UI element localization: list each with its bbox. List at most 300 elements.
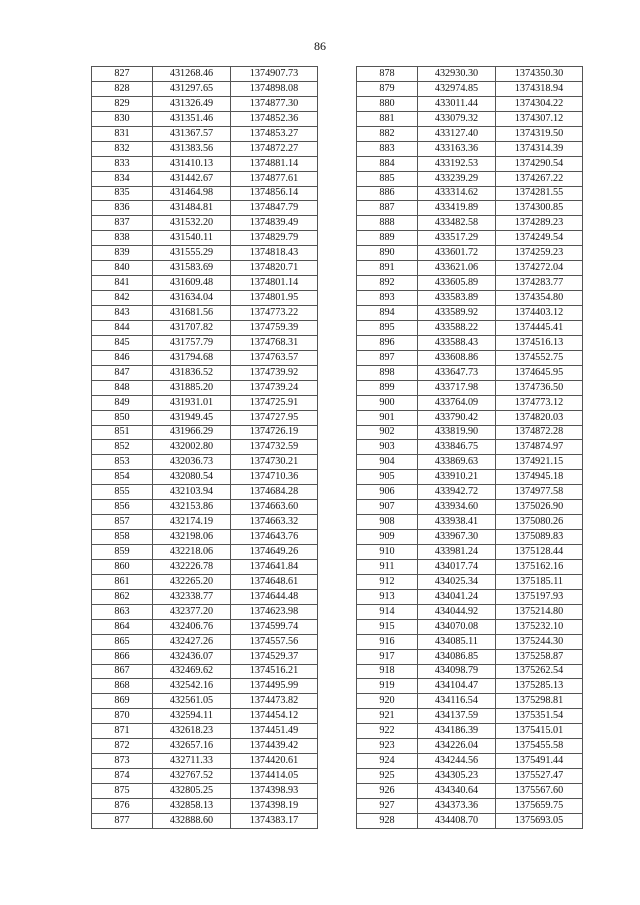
x-coordinate-cell: 434041.24 <box>418 589 496 604</box>
table-row <box>357 515 583 530</box>
y-coordinate-cell: 1374414.05 <box>231 769 318 784</box>
point-number-cell: 867 <box>92 664 153 679</box>
table-row <box>357 231 583 246</box>
y-coordinate-cell: 1374249.54 <box>496 231 583 246</box>
y-coordinate-cell: 1374272.04 <box>496 261 583 276</box>
table-row <box>92 634 318 649</box>
x-coordinate-cell: 432218.06 <box>153 545 231 560</box>
x-coordinate-cell: 432888.60 <box>153 813 231 828</box>
y-coordinate-cell: 1374829.79 <box>231 231 318 246</box>
table-row <box>92 679 318 694</box>
point-number-cell: 871 <box>92 724 153 739</box>
x-coordinate-cell: 433589.92 <box>418 306 496 321</box>
x-coordinate-cell: 433482.58 <box>418 216 496 231</box>
y-coordinate-cell: 1374495.99 <box>231 679 318 694</box>
x-coordinate-cell: 432377.20 <box>153 604 231 619</box>
y-coordinate-cell: 1374839.49 <box>231 216 318 231</box>
x-coordinate-cell: 432265.20 <box>153 574 231 589</box>
x-coordinate-cell: 431885.20 <box>153 380 231 395</box>
x-coordinate-cell: 434137.59 <box>418 709 496 724</box>
y-coordinate-cell: 1374319.50 <box>496 126 583 141</box>
y-coordinate-cell: 1375527.47 <box>496 769 583 784</box>
point-number-cell: 830 <box>92 111 153 126</box>
point-number-cell: 844 <box>92 320 153 335</box>
table-row <box>92 724 318 739</box>
x-coordinate-cell: 431383.56 <box>153 141 231 156</box>
point-number-cell: 896 <box>357 335 418 350</box>
y-coordinate-cell: 1374314.39 <box>496 141 583 156</box>
x-coordinate-cell: 431609.48 <box>153 276 231 291</box>
x-coordinate-cell: 432436.07 <box>153 649 231 664</box>
y-coordinate-cell: 1374801.14 <box>231 276 318 291</box>
x-coordinate-cell: 434373.36 <box>418 798 496 813</box>
point-number-cell: 910 <box>357 545 418 560</box>
page-number: 86 <box>314 39 326 53</box>
table-row <box>357 440 583 455</box>
x-coordinate-cell: 433605.89 <box>418 276 496 291</box>
y-coordinate-cell: 1374768.31 <box>231 335 318 350</box>
table-row <box>357 410 583 425</box>
point-number-cell: 839 <box>92 246 153 261</box>
y-coordinate-cell: 1374877.61 <box>231 171 318 186</box>
x-coordinate-cell: 433934.60 <box>418 500 496 515</box>
y-coordinate-cell: 1374552.75 <box>496 350 583 365</box>
x-coordinate-cell: 432036.73 <box>153 455 231 470</box>
y-coordinate-cell: 1374350.30 <box>496 67 583 82</box>
point-number-cell: 899 <box>357 380 418 395</box>
y-coordinate-cell: 1374730.21 <box>231 455 318 470</box>
table-row <box>92 440 318 455</box>
table-row <box>357 724 583 739</box>
table-row <box>92 754 318 769</box>
x-coordinate-cell: 434044.92 <box>418 604 496 619</box>
x-coordinate-cell: 431931.01 <box>153 395 231 410</box>
point-number-cell: 906 <box>357 485 418 500</box>
y-coordinate-cell: 1374663.32 <box>231 515 318 530</box>
table-row <box>357 784 583 799</box>
x-coordinate-cell: 433127.40 <box>418 126 496 141</box>
point-number-cell: 872 <box>92 739 153 754</box>
x-coordinate-cell: 434104.47 <box>418 679 496 694</box>
y-coordinate-cell: 1374473.82 <box>231 694 318 709</box>
x-coordinate-cell: 431836.52 <box>153 365 231 380</box>
y-coordinate-cell: 1374354.80 <box>496 291 583 306</box>
table-row <box>357 291 583 306</box>
table-row <box>92 664 318 679</box>
table-row <box>357 500 583 515</box>
x-coordinate-cell: 434116.54 <box>418 694 496 709</box>
x-coordinate-cell: 433938.41 <box>418 515 496 530</box>
y-coordinate-cell: 1374872.28 <box>496 425 583 440</box>
y-coordinate-cell: 1374398.93 <box>231 784 318 799</box>
y-coordinate-cell: 1374874.97 <box>496 440 583 455</box>
y-coordinate-cell: 1374445.41 <box>496 320 583 335</box>
x-coordinate-cell: 433910.21 <box>418 470 496 485</box>
coordinates-table-right <box>356 66 583 829</box>
y-coordinate-cell: 1374649.26 <box>231 545 318 560</box>
table-row <box>357 545 583 560</box>
table-row <box>357 589 583 604</box>
table-row <box>92 604 318 619</box>
y-coordinate-cell: 1374877.30 <box>231 96 318 111</box>
y-coordinate-cell: 1375455.58 <box>496 739 583 754</box>
table-row <box>357 664 583 679</box>
point-number-cell: 831 <box>92 126 153 141</box>
x-coordinate-cell: 431410.13 <box>153 156 231 171</box>
x-coordinate-cell: 433011.44 <box>418 96 496 111</box>
x-coordinate-cell: 434305.23 <box>418 769 496 784</box>
x-coordinate-cell: 433588.43 <box>418 335 496 350</box>
table-row <box>357 111 583 126</box>
x-coordinate-cell: 432711.33 <box>153 754 231 769</box>
y-coordinate-cell: 1375258.87 <box>496 649 583 664</box>
x-coordinate-cell: 431326.49 <box>153 96 231 111</box>
y-coordinate-cell: 1375089.83 <box>496 530 583 545</box>
y-coordinate-cell: 1374307.12 <box>496 111 583 126</box>
x-coordinate-cell: 434085.11 <box>418 634 496 649</box>
x-coordinate-cell: 433621.06 <box>418 261 496 276</box>
y-coordinate-cell: 1374739.92 <box>231 365 318 380</box>
y-coordinate-cell: 1374641.84 <box>231 559 318 574</box>
point-number-cell: 909 <box>357 530 418 545</box>
x-coordinate-cell: 433239.29 <box>418 171 496 186</box>
table-row <box>92 545 318 560</box>
table-row <box>92 784 318 799</box>
y-coordinate-cell: 1375285.13 <box>496 679 583 694</box>
point-number-cell: 920 <box>357 694 418 709</box>
point-number-cell: 926 <box>357 784 418 799</box>
table-row <box>357 96 583 111</box>
table-row <box>357 739 583 754</box>
y-coordinate-cell: 1374439.42 <box>231 739 318 754</box>
point-number-cell: 864 <box>92 619 153 634</box>
y-coordinate-cell: 1374644.48 <box>231 589 318 604</box>
y-coordinate-cell: 1374304.22 <box>496 96 583 111</box>
point-number-cell: 862 <box>92 589 153 604</box>
x-coordinate-cell: 433601.72 <box>418 246 496 261</box>
table-row <box>92 395 318 410</box>
y-coordinate-cell: 1375659.75 <box>496 798 583 813</box>
point-number-cell: 927 <box>357 798 418 813</box>
table-row <box>92 156 318 171</box>
y-coordinate-cell: 1374516.13 <box>496 335 583 350</box>
y-coordinate-cell: 1375298.81 <box>496 694 583 709</box>
point-number-cell: 836 <box>92 201 153 216</box>
point-number-cell: 921 <box>357 709 418 724</box>
point-number-cell: 877 <box>92 813 153 828</box>
x-coordinate-cell: 433981.24 <box>418 545 496 560</box>
table-row <box>92 246 318 261</box>
x-coordinate-cell: 434070.08 <box>418 619 496 634</box>
x-coordinate-cell: 432226.78 <box>153 559 231 574</box>
x-coordinate-cell: 432930.30 <box>418 67 496 82</box>
table-row <box>92 96 318 111</box>
x-coordinate-cell: 433588.22 <box>418 320 496 335</box>
point-number-cell: 916 <box>357 634 418 649</box>
x-coordinate-cell: 434244.56 <box>418 754 496 769</box>
point-number-cell: 843 <box>92 306 153 321</box>
x-coordinate-cell: 433517.29 <box>418 231 496 246</box>
point-number-cell: 835 <box>92 186 153 201</box>
y-coordinate-cell: 1374599.74 <box>231 619 318 634</box>
table-row <box>357 485 583 500</box>
table-row <box>357 201 583 216</box>
x-coordinate-cell: 432198.06 <box>153 530 231 545</box>
x-coordinate-cell: 433717.98 <box>418 380 496 395</box>
y-coordinate-cell: 1375351.54 <box>496 709 583 724</box>
table-row <box>92 276 318 291</box>
point-number-cell: 917 <box>357 649 418 664</box>
coordinates-table-left <box>91 66 318 829</box>
point-number-cell: 846 <box>92 350 153 365</box>
x-coordinate-cell: 432153.86 <box>153 500 231 515</box>
table-row <box>92 649 318 664</box>
x-coordinate-cell: 432469.62 <box>153 664 231 679</box>
point-number-cell: 885 <box>357 171 418 186</box>
table-row <box>357 470 583 485</box>
y-coordinate-cell: 1374557.56 <box>231 634 318 649</box>
y-coordinate-cell: 1375162.16 <box>496 559 583 574</box>
y-coordinate-cell: 1374725.91 <box>231 395 318 410</box>
x-coordinate-cell: 432618.23 <box>153 724 231 739</box>
y-coordinate-cell: 1374736.50 <box>496 380 583 395</box>
x-coordinate-cell: 432561.05 <box>153 694 231 709</box>
y-coordinate-cell: 1374945.18 <box>496 470 583 485</box>
point-number-cell: 838 <box>92 231 153 246</box>
table-row <box>92 470 318 485</box>
table-row <box>357 530 583 545</box>
y-coordinate-cell: 1374853.27 <box>231 126 318 141</box>
y-coordinate-cell: 1374847.79 <box>231 201 318 216</box>
table-row <box>92 530 318 545</box>
table-row <box>357 81 583 96</box>
table-row <box>357 694 583 709</box>
point-number-cell: 911 <box>357 559 418 574</box>
x-coordinate-cell: 431351.46 <box>153 111 231 126</box>
y-coordinate-cell: 1375491.44 <box>496 754 583 769</box>
y-coordinate-cell: 1374283.77 <box>496 276 583 291</box>
x-coordinate-cell: 434086.85 <box>418 649 496 664</box>
point-number-cell: 855 <box>92 485 153 500</box>
point-number-cell: 870 <box>92 709 153 724</box>
table-row <box>92 559 318 574</box>
x-coordinate-cell: 432767.52 <box>153 769 231 784</box>
point-number-cell: 887 <box>357 201 418 216</box>
point-number-cell: 897 <box>357 350 418 365</box>
table-row <box>357 798 583 813</box>
table-row <box>357 67 583 82</box>
x-coordinate-cell: 431583.69 <box>153 261 231 276</box>
y-coordinate-cell: 1374921.15 <box>496 455 583 470</box>
y-coordinate-cell: 1374801.95 <box>231 291 318 306</box>
y-coordinate-cell: 1374403.12 <box>496 306 583 321</box>
point-number-cell: 889 <box>357 231 418 246</box>
point-number-cell: 874 <box>92 769 153 784</box>
point-number-cell: 914 <box>357 604 418 619</box>
y-coordinate-cell: 1374383.17 <box>231 813 318 828</box>
table-row <box>92 500 318 515</box>
point-number-cell: 894 <box>357 306 418 321</box>
point-number-cell: 866 <box>92 649 153 664</box>
point-number-cell: 840 <box>92 261 153 276</box>
table-row <box>92 365 318 380</box>
y-coordinate-cell: 1374516.21 <box>231 664 318 679</box>
table-row <box>92 694 318 709</box>
x-coordinate-cell: 434408.70 <box>418 813 496 828</box>
y-coordinate-cell: 1374872.27 <box>231 141 318 156</box>
table-row <box>357 679 583 694</box>
y-coordinate-cell: 1374759.39 <box>231 320 318 335</box>
table-row <box>357 246 583 261</box>
x-coordinate-cell: 431540.11 <box>153 231 231 246</box>
y-coordinate-cell: 1374684.28 <box>231 485 318 500</box>
table-row <box>92 589 318 604</box>
y-coordinate-cell: 1375080.26 <box>496 515 583 530</box>
x-coordinate-cell: 433869.63 <box>418 455 496 470</box>
point-number-cell: 848 <box>92 380 153 395</box>
table-row <box>357 574 583 589</box>
x-coordinate-cell: 431532.20 <box>153 216 231 231</box>
y-coordinate-cell: 1374290.54 <box>496 156 583 171</box>
table-row <box>357 754 583 769</box>
table-row <box>357 186 583 201</box>
point-number-cell: 891 <box>357 261 418 276</box>
table-row <box>357 126 583 141</box>
y-coordinate-cell: 1374420.61 <box>231 754 318 769</box>
x-coordinate-cell: 431442.67 <box>153 171 231 186</box>
y-coordinate-cell: 1374289.23 <box>496 216 583 231</box>
point-number-cell: 888 <box>357 216 418 231</box>
point-number-cell: 869 <box>92 694 153 709</box>
x-coordinate-cell: 431966.29 <box>153 425 231 440</box>
point-number-cell: 829 <box>92 96 153 111</box>
table-row <box>92 126 318 141</box>
y-coordinate-cell: 1374852.36 <box>231 111 318 126</box>
x-coordinate-cell: 432594.11 <box>153 709 231 724</box>
y-coordinate-cell: 1375244.30 <box>496 634 583 649</box>
y-coordinate-cell: 1374267.22 <box>496 171 583 186</box>
x-coordinate-cell: 434226.04 <box>418 739 496 754</box>
table-row <box>357 395 583 410</box>
point-number-cell: 900 <box>357 395 418 410</box>
point-number-cell: 851 <box>92 425 153 440</box>
table-row <box>92 619 318 634</box>
table-row <box>92 574 318 589</box>
y-coordinate-cell: 1375197.93 <box>496 589 583 604</box>
table-row <box>92 410 318 425</box>
y-coordinate-cell: 1374726.19 <box>231 425 318 440</box>
x-coordinate-cell: 433314.62 <box>418 186 496 201</box>
y-coordinate-cell: 1374398.19 <box>231 798 318 813</box>
y-coordinate-cell: 1374856.14 <box>231 186 318 201</box>
y-coordinate-cell: 1374732.59 <box>231 440 318 455</box>
point-number-cell: 907 <box>357 500 418 515</box>
y-coordinate-cell: 1375693.05 <box>496 813 583 828</box>
point-number-cell: 859 <box>92 545 153 560</box>
table-row <box>92 380 318 395</box>
x-coordinate-cell: 431555.29 <box>153 246 231 261</box>
table-row <box>92 335 318 350</box>
point-number-cell: 898 <box>357 365 418 380</box>
x-coordinate-cell: 431949.45 <box>153 410 231 425</box>
table-row <box>92 111 318 126</box>
x-coordinate-cell: 431297.65 <box>153 81 231 96</box>
point-number-cell: 832 <box>92 141 153 156</box>
point-number-cell: 849 <box>92 395 153 410</box>
x-coordinate-cell: 433846.75 <box>418 440 496 455</box>
table-row <box>92 201 318 216</box>
table-row <box>357 320 583 335</box>
y-coordinate-cell: 1374907.73 <box>231 67 318 82</box>
point-number-cell: 913 <box>357 589 418 604</box>
x-coordinate-cell: 432542.16 <box>153 679 231 694</box>
point-number-cell: 883 <box>357 141 418 156</box>
table-row <box>92 769 318 784</box>
y-coordinate-cell: 1374727.95 <box>231 410 318 425</box>
x-coordinate-cell: 433647.73 <box>418 365 496 380</box>
point-number-cell: 882 <box>357 126 418 141</box>
table-row <box>92 350 318 365</box>
point-number-cell: 868 <box>92 679 153 694</box>
y-coordinate-cell: 1374300.85 <box>496 201 583 216</box>
point-number-cell: 901 <box>357 410 418 425</box>
table-row <box>357 425 583 440</box>
point-number-cell: 925 <box>357 769 418 784</box>
table-row <box>92 320 318 335</box>
y-coordinate-cell: 1374820.71 <box>231 261 318 276</box>
point-number-cell: 845 <box>92 335 153 350</box>
y-coordinate-cell: 1374454.12 <box>231 709 318 724</box>
x-coordinate-cell: 433819.90 <box>418 425 496 440</box>
y-coordinate-cell: 1375232.10 <box>496 619 583 634</box>
point-number-cell: 915 <box>357 619 418 634</box>
point-number-cell: 841 <box>92 276 153 291</box>
x-coordinate-cell: 433163.36 <box>418 141 496 156</box>
y-coordinate-cell: 1374739.24 <box>231 380 318 395</box>
y-coordinate-cell: 1374881.14 <box>231 156 318 171</box>
x-coordinate-cell: 433942.72 <box>418 485 496 500</box>
table-row <box>92 709 318 724</box>
table-row <box>357 306 583 321</box>
table-row <box>357 156 583 171</box>
x-coordinate-cell: 431794.68 <box>153 350 231 365</box>
point-number-cell: 902 <box>357 425 418 440</box>
y-coordinate-cell: 1375262.54 <box>496 664 583 679</box>
x-coordinate-cell: 434098.79 <box>418 664 496 679</box>
table-row <box>92 455 318 470</box>
x-coordinate-cell: 432080.54 <box>153 470 231 485</box>
table-row <box>357 380 583 395</box>
y-coordinate-cell: 1374818.43 <box>231 246 318 261</box>
x-coordinate-cell: 431464.98 <box>153 186 231 201</box>
point-number-cell: 876 <box>92 798 153 813</box>
x-coordinate-cell: 433608.86 <box>418 350 496 365</box>
table-row <box>357 261 583 276</box>
table-row <box>92 485 318 500</box>
x-coordinate-cell: 432002.80 <box>153 440 231 455</box>
y-coordinate-cell: 1374648.61 <box>231 574 318 589</box>
y-coordinate-cell: 1375026.90 <box>496 500 583 515</box>
y-coordinate-cell: 1374898.08 <box>231 81 318 96</box>
y-coordinate-cell: 1374663.60 <box>231 500 318 515</box>
point-number-cell: 886 <box>357 186 418 201</box>
y-coordinate-cell: 1374623.98 <box>231 604 318 619</box>
point-number-cell: 924 <box>357 754 418 769</box>
y-coordinate-cell: 1374710.36 <box>231 470 318 485</box>
x-coordinate-cell: 434340.64 <box>418 784 496 799</box>
point-number-cell: 834 <box>92 171 153 186</box>
y-coordinate-cell: 1374529.37 <box>231 649 318 664</box>
